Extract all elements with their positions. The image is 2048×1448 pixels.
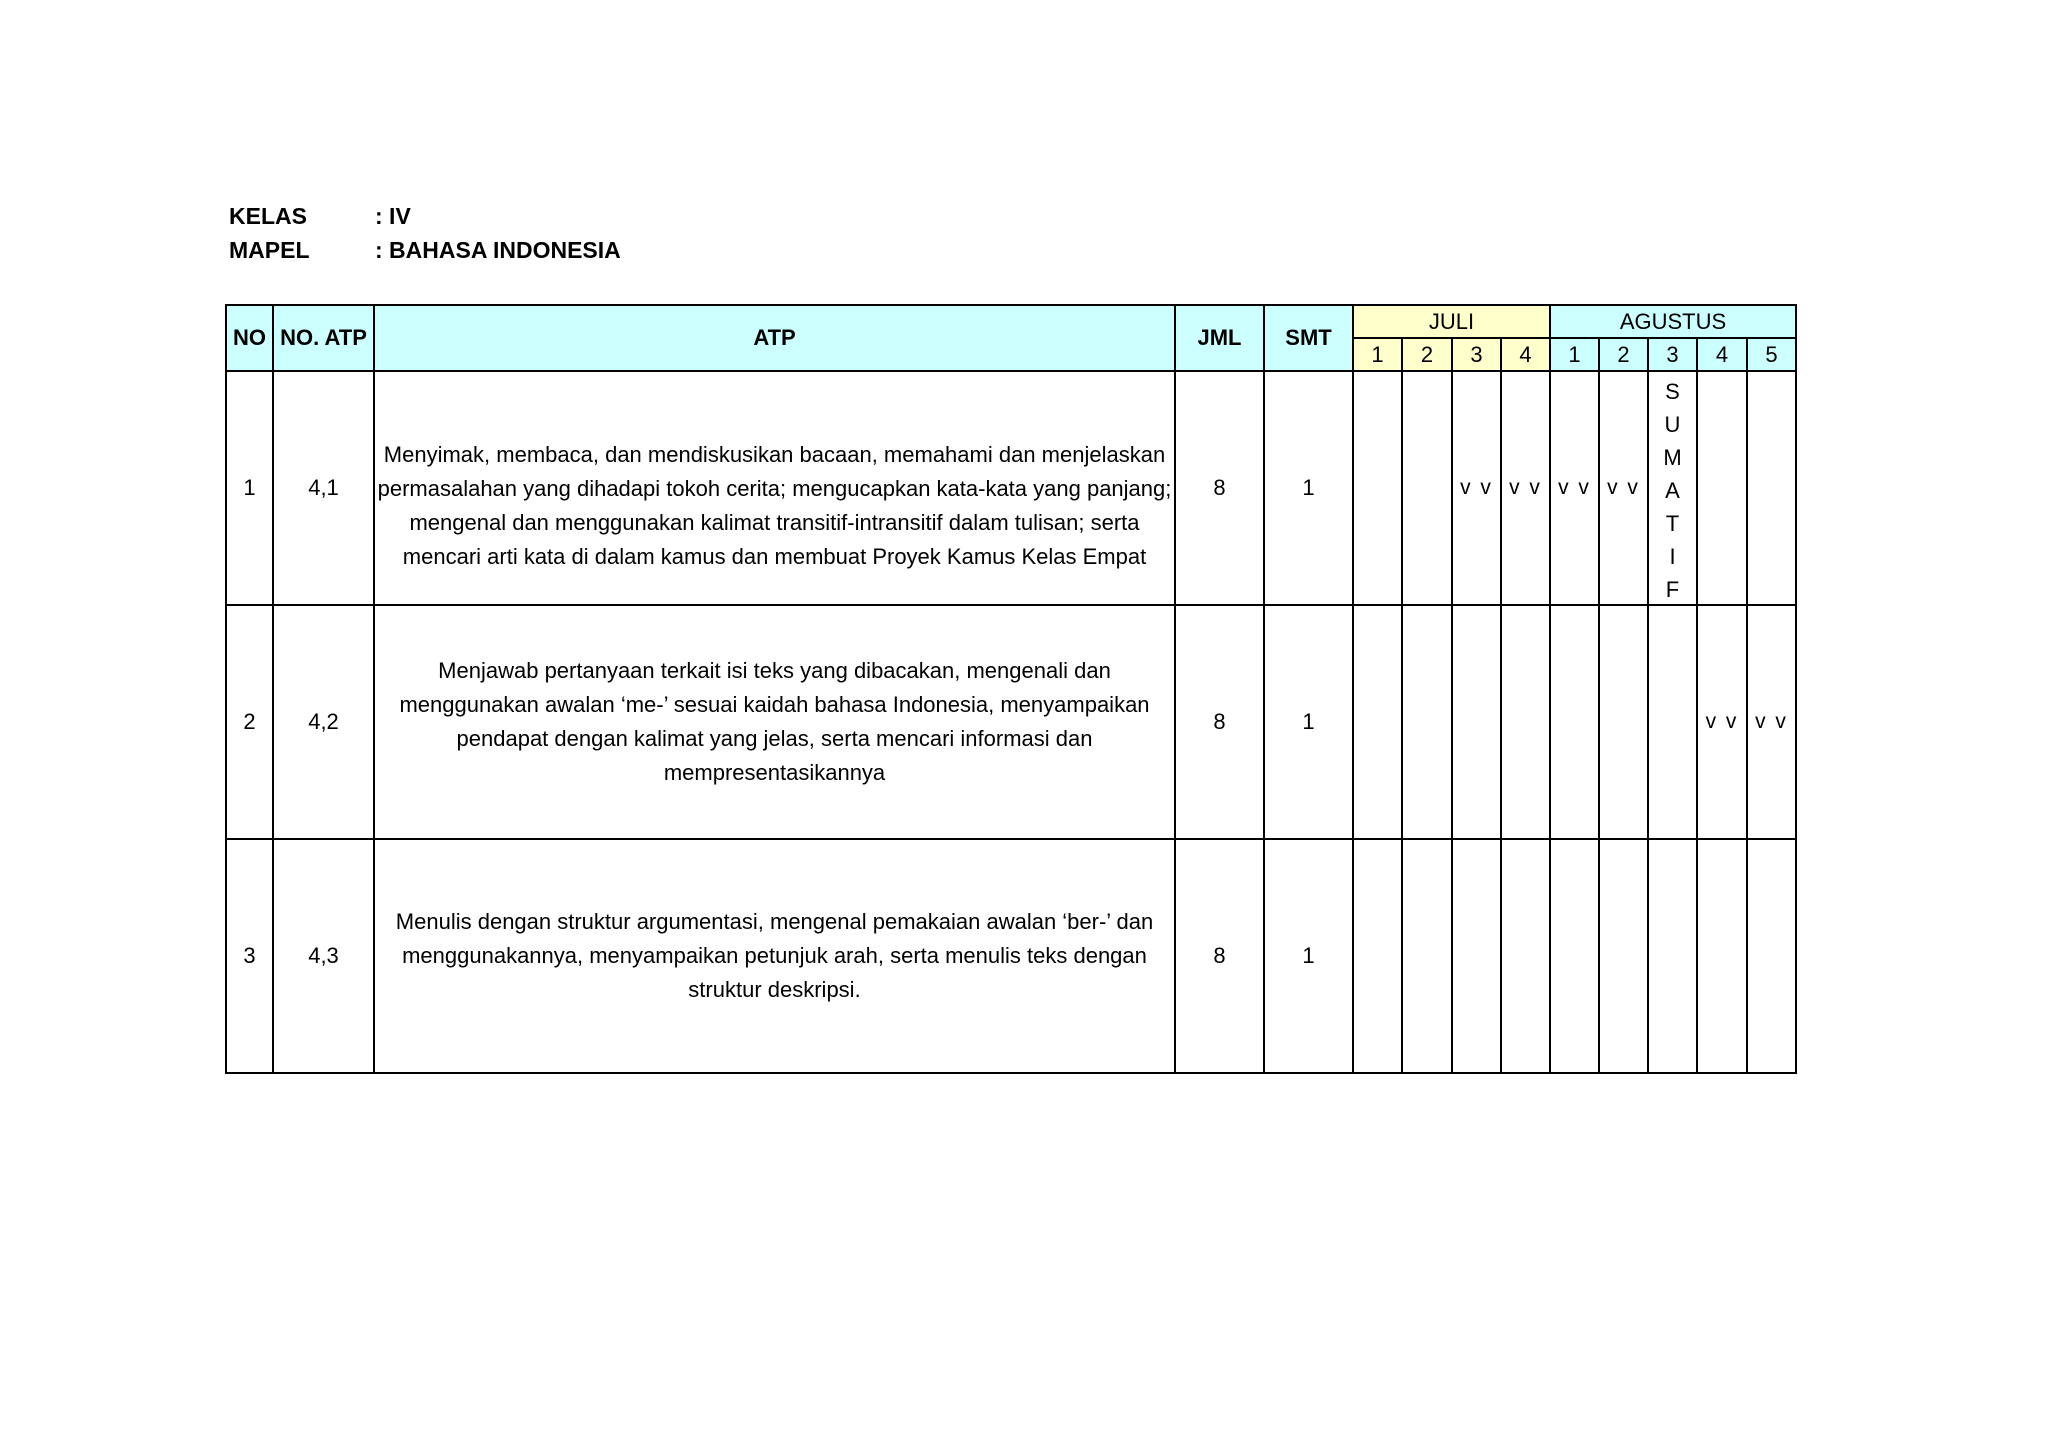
kelas-label: KELAS xyxy=(229,203,307,229)
week-cell xyxy=(1697,839,1747,1073)
week-cell: v v xyxy=(1599,371,1648,605)
week-cell xyxy=(1501,605,1550,839)
month-header-agustus: AGUSTUS xyxy=(1550,305,1796,338)
week-cell xyxy=(1599,605,1648,839)
week-cell xyxy=(1550,839,1599,1073)
week-cell xyxy=(1747,371,1796,605)
row-atp-text: Menyimak, membaca, dan mendiskusikan bacaan, memahami dan menjelaskan permasalahan yang dihadapi tokoh cerita; mengucapkan kata-kata yang panjang; mengenal dan menggunakan kalimat transitif-intransitif dalam tulisan; serta mencari arti kata di dalam kamus dan membuat Proyek Kamus Kelas Empat xyxy=(374,371,1175,605)
sumatif-letter: T xyxy=(1665,511,1680,536)
week-header-juli-2: 2 xyxy=(1402,338,1452,371)
week-cell xyxy=(1697,371,1747,605)
week-header-juli-4: 4 xyxy=(1501,338,1550,371)
week-header-juli-3: 3 xyxy=(1452,338,1501,371)
week-cell xyxy=(1747,839,1796,1073)
week-cell: v v xyxy=(1452,371,1501,605)
row-atp-text: Menulis dengan struktur argumentasi, mengenal pemakaian awalan ‘ber-’ dan menggunakannya, menyampaikan petunjuk arah, serta menulis teks dengan struktur deskripsi. xyxy=(374,839,1175,1073)
month-header-juli: JULI xyxy=(1353,305,1550,338)
week-cell: v v xyxy=(1501,371,1550,605)
row-no-atp: 4,1 xyxy=(273,371,374,605)
week-header-agustus-4: 4 xyxy=(1697,338,1747,371)
table-row xyxy=(226,839,1796,1073)
row-no: 1 xyxy=(226,371,273,605)
week-cell xyxy=(1402,839,1452,1073)
row-atp-text: Menjawab pertanyaan terkait isi teks yang dibacakan, mengenali dan menggunakan awalan ‘me-’ sesuai kaidah bahasa Indonesia, menyampaikan pendapat dengan kalimat yang jelas, serta mencari informasi dan mempresentasikannya xyxy=(374,605,1175,839)
row-jml: 8 xyxy=(1175,839,1264,1073)
week-header-agustus-5: 5 xyxy=(1747,338,1796,371)
week-cell: v v xyxy=(1697,605,1747,839)
sumatif-letter: S xyxy=(1665,379,1680,404)
row-no-atp: 4,3 xyxy=(273,839,374,1073)
table-row xyxy=(226,371,1796,605)
week-cell xyxy=(1452,605,1501,839)
week-cell xyxy=(1353,605,1402,839)
row-smt: 1 xyxy=(1264,605,1353,839)
row-jml: 8 xyxy=(1175,371,1264,605)
atp-schedule-table xyxy=(225,304,1797,1074)
col-header-atp: ATP xyxy=(374,305,1175,371)
mapel-value: : BAHASA INDONESIA xyxy=(375,237,621,263)
week-cell xyxy=(1452,839,1501,1073)
week-cell xyxy=(1648,839,1697,1073)
week-cell xyxy=(1501,839,1550,1073)
week-cell xyxy=(1402,371,1452,605)
col-header-no: NO xyxy=(226,305,273,371)
col-header-jml: JML xyxy=(1175,305,1264,371)
row-jml: 8 xyxy=(1175,605,1264,839)
row-smt: 1 xyxy=(1264,839,1353,1073)
row-no: 2 xyxy=(226,605,273,839)
week-cell: v v xyxy=(1747,605,1796,839)
sumatif-cell xyxy=(1648,371,1697,605)
col-header-no-atp: NO. ATP xyxy=(273,305,374,371)
week-header-agustus-1: 1 xyxy=(1550,338,1599,371)
row-smt: 1 xyxy=(1264,371,1353,605)
kelas-value: : IV xyxy=(375,203,411,229)
week-cell: v v xyxy=(1550,371,1599,605)
week-header-agustus-3: 3 xyxy=(1648,338,1697,371)
sumatif-letter: M xyxy=(1663,445,1682,470)
sumatif-letter: U xyxy=(1664,412,1681,437)
mapel-label: MAPEL xyxy=(229,237,310,263)
week-cell xyxy=(1648,605,1697,839)
week-cell xyxy=(1550,605,1599,839)
sumatif-letter: A xyxy=(1665,478,1680,503)
row-no: 3 xyxy=(226,839,273,1073)
week-cell xyxy=(1353,371,1402,605)
col-header-smt: SMT xyxy=(1264,305,1353,371)
row-no-atp: 4,2 xyxy=(273,605,374,839)
sumatif-letter: F xyxy=(1665,577,1680,602)
week-cell xyxy=(1402,605,1452,839)
sumatif-vertical-label xyxy=(1649,375,1696,601)
week-cell xyxy=(1599,839,1648,1073)
week-header-agustus-2: 2 xyxy=(1599,338,1648,371)
table-row xyxy=(226,605,1796,839)
sumatif-letter: I xyxy=(1669,544,1676,569)
week-cell xyxy=(1353,839,1402,1073)
week-header-juli-1: 1 xyxy=(1353,338,1402,371)
